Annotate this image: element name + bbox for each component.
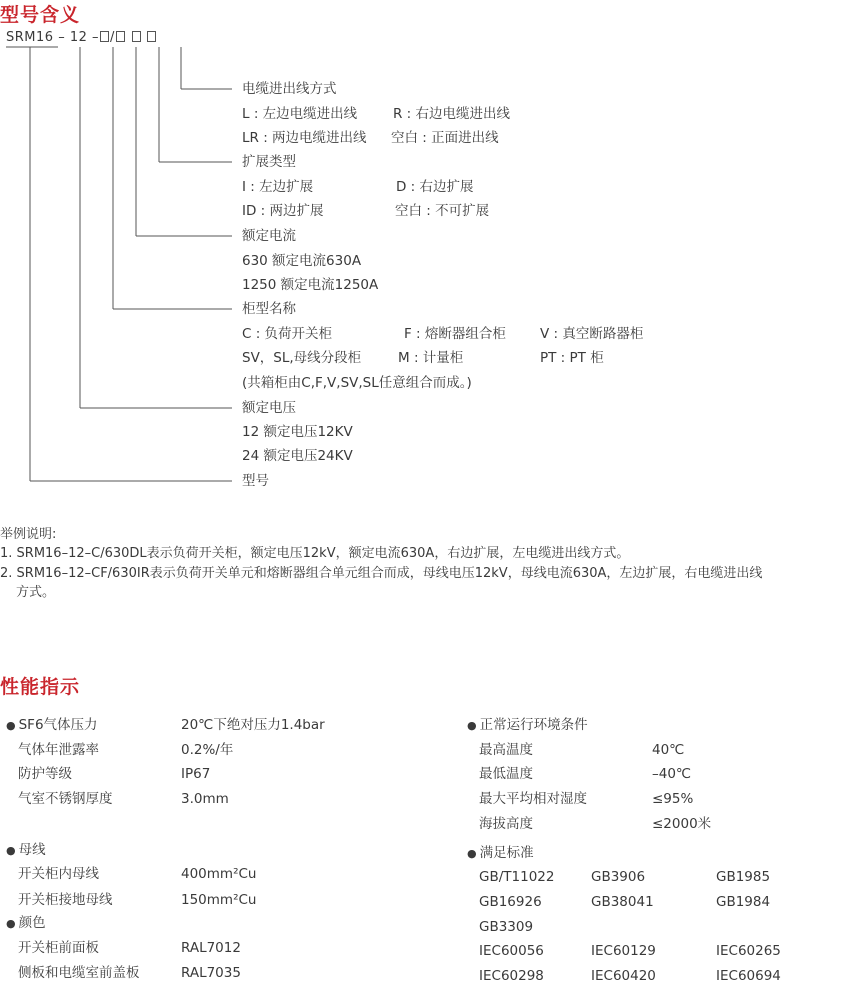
spec-section-title: ● 颜色 (6, 915, 46, 932)
standard-item: IEC60056 (479, 943, 544, 959)
expansion-option: I : 左边扩展 (242, 179, 314, 195)
example-line: 2. SRM16–12–CF/630IR表示负荷开关单元和熔断器组合单元组合而成，母线电压12kV，母线电流630A，左边扩展，右电缆进出线 (0, 566, 763, 581)
env-value: 40℃ (652, 742, 685, 758)
expansion-title: 扩展类型 (242, 154, 296, 170)
current-option: 630 额定电流630A (242, 253, 362, 269)
cabinet-note: (共箱柜由C,F,V,SV,SL任意组合而成。) (242, 375, 472, 391)
cable-option: L : 左边电缆进出线 (242, 106, 358, 122)
model-code-slash: / (110, 30, 115, 45)
env-label: 最高温度 (479, 742, 533, 758)
cable-option: 空白 : 正面进出线 (391, 130, 499, 146)
spec-value: 20℃下绝对压力1.4bar (181, 717, 325, 733)
env-value: ≤95% (652, 791, 694, 807)
standard-item: IEC60420 (591, 968, 656, 984)
expansion-option: ID : 两边扩展 (242, 203, 324, 219)
model-code-dash: – (92, 30, 100, 45)
spec-value: RAL7035 (181, 965, 241, 981)
voltage-option: 24 额定电压24KV (242, 448, 353, 464)
current-title: 额定电流 (242, 228, 296, 244)
spec-value: IP67 (181, 766, 211, 782)
cabinet-option: C : 负荷开关柜 (242, 326, 333, 342)
model-heading: 型号含义 (0, 4, 81, 26)
env-label: 海拔高度 (479, 816, 533, 832)
model-code-dash: – (58, 30, 66, 45)
standards-title: ● 满足标准 (467, 845, 534, 862)
env-title: ● 正常运行环境条件 (467, 717, 588, 734)
standard-item: GB38041 (591, 894, 654, 910)
cabinet-option: M : 计量柜 (398, 350, 464, 366)
spec-value: 150mm²Cu (181, 892, 257, 908)
example-line: 方式。 (16, 585, 56, 600)
current-option: 1250 额定电流1250A (242, 277, 379, 293)
spec-label: 侧板和电缆室前盖板 (18, 965, 140, 981)
standard-item: IEC60298 (479, 968, 544, 984)
cabinet-option: SV，SL,母线分段柜 (242, 350, 362, 366)
spec-label: 开关柜前面板 (18, 940, 99, 956)
standard-item: IEC60129 (591, 943, 656, 959)
spec-value: 400mm²Cu (181, 866, 257, 882)
cabinet-option: F : 熔断器组合柜 (404, 326, 506, 342)
example-line: 1. SRM16–12–C/630DL表示负荷开关柜，额定电压12kV，额定电流630A，右边扩展，左电缆进出线方式。 (0, 546, 630, 561)
spec-label: 气室不锈钢厚度 (18, 791, 113, 807)
env-label: 最大平均相对湿度 (479, 791, 587, 807)
standard-item: IEC60694 (716, 968, 781, 984)
spec-value: RAL7012 (181, 940, 241, 956)
spec-label: ● SF6气体压力 (6, 717, 98, 734)
env-label: 最低温度 (479, 766, 533, 782)
model-code-voltage: 12 (69, 30, 88, 45)
model-code-prefix: SRM16 (6, 30, 54, 45)
spec-value: 0.2%/年 (181, 742, 234, 758)
spec-label: 开关柜接地母线 (18, 892, 113, 908)
performance-heading: 性能指示 (0, 676, 81, 698)
cable-option: R : 右边电缆进出线 (393, 106, 511, 122)
cable-option: LR : 两边电缆进出线 (242, 130, 367, 146)
expansion-option: 空白 : 不可扩展 (395, 203, 490, 219)
spec-value: 3.0mm (181, 791, 229, 807)
standard-item: GB1984 (716, 894, 771, 910)
cable-title: 电缆进出线方式 (242, 81, 337, 97)
env-value: –40℃ (652, 766, 692, 782)
env-value: ≤2000米 (652, 816, 712, 832)
voltage-option: 12 额定电压12KV (242, 424, 353, 440)
model-title: 型号 (242, 473, 269, 489)
examples-title: 举例说明: (0, 527, 57, 542)
spec-label: 开关柜内母线 (18, 866, 99, 882)
standard-item: GB3309 (479, 919, 534, 935)
standard-item: GB/T11022 (479, 869, 555, 885)
expansion-option: D : 右边扩展 (396, 179, 474, 195)
standard-item: IEC60265 (716, 943, 781, 959)
standard-item: GB3906 (591, 869, 646, 885)
standard-item: GB1985 (716, 869, 771, 885)
spec-label: 防护等级 (18, 766, 72, 782)
cabinet-title: 柜型名称 (242, 301, 296, 317)
standard-item: GB16926 (479, 894, 542, 910)
cabinet-option: PT : PT 柜 (540, 350, 604, 366)
cabinet-option: V : 真空断路器柜 (540, 326, 644, 342)
voltage-title: 额定电压 (242, 400, 296, 416)
spec-label: 气体年泄露率 (18, 742, 99, 758)
spec-section-title: ● 母线 (6, 842, 46, 859)
